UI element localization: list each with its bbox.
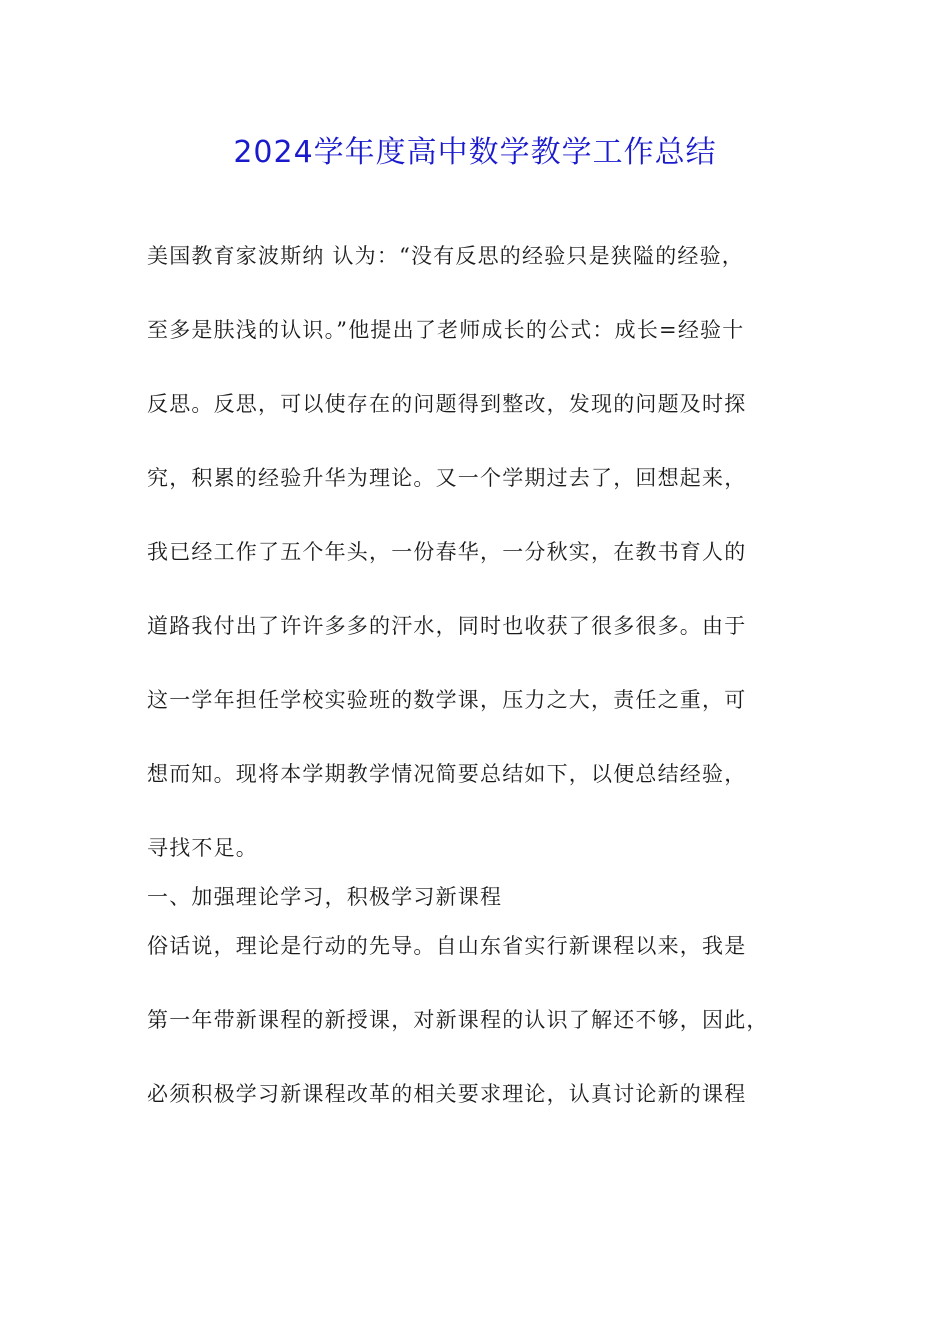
text-line: 究，积累的经验升华为理论。又一个学期过去了，回想起来， xyxy=(147,466,747,490)
text-line: 俗话说，理论是行动的先导。自山东省实行新课程以来，我是 xyxy=(147,934,747,958)
document-title: 2024学年度高中数学教学工作总结 xyxy=(233,135,717,170)
section-heading: 一、加强理论学习，积极学习新课程 xyxy=(147,885,503,909)
text-line: 想而知。现将本学期教学情况简要总结如下，以便总结经验， xyxy=(147,762,747,786)
text-line: 反思。反思，可以使存在的问题得到整改，发现的问题及时探 xyxy=(147,392,747,416)
text-line: 第一年带新课程的新授课，对新课程的认识了解还不够，因此， xyxy=(147,1008,769,1032)
document-body xyxy=(147,234,827,1146)
text-line: 必须积极学习新课程改革的相关要求理论，认真讨论新的课程 xyxy=(147,1082,747,1106)
text-line: 道路我付出了许许多多的汗水，同时也收获了很多很多。由于 xyxy=(147,614,747,638)
text-line: 美国教育家波斯纳 认为：“没有反思的经验只是狭隘的经验， xyxy=(147,244,745,268)
text-line: 这一学年担任学校实验班的数学课，压力之大，责任之重，可 xyxy=(147,688,747,712)
text-line: 寻找不足。 xyxy=(147,836,258,860)
text-line: 至多是肤浅的认识。”他提出了老师成长的公式：成长=经验十 xyxy=(147,318,745,342)
text-line: 我已经工作了五个年头，一份春华，一分秋实，在教书育人的 xyxy=(147,540,747,564)
